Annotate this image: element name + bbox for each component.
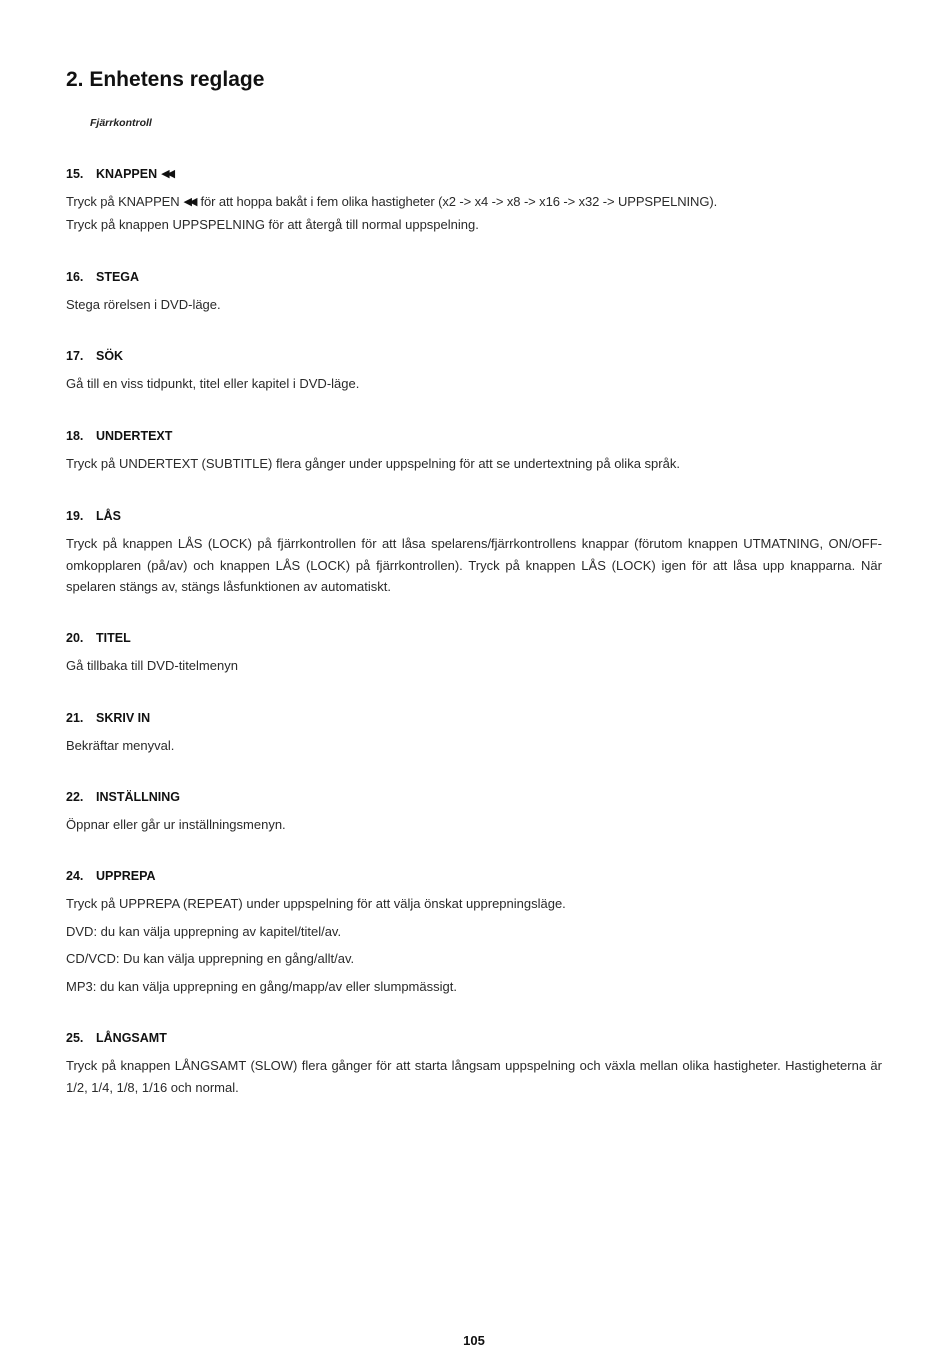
section-number: 19.: [66, 509, 84, 523]
page-number: 105: [463, 1333, 485, 1348]
subtitle: Fjärrkontroll: [90, 117, 152, 129]
section-number: 24.: [66, 869, 84, 883]
document-page: [66, 0, 882, 1369]
section-22-setup: [66, 789, 882, 836]
paragraph: Tryck på UPPREPA (REPEAT) under uppspelning för att välja önskat upprepningsläge.: [66, 896, 566, 911]
section-heading: [66, 789, 882, 805]
section-17-search: [66, 348, 882, 395]
chapter-title: 2. Enhetens reglage: [66, 68, 265, 91]
paragraph: Tryck på knappen LÅNGSAMT (SLOW) flera gånger för att starta långsam uppspelning och växla mellan olika hastigheter. Hastigheterna är 1/2, 1/4, 1/8, 1/16 och normal.: [66, 1058, 882, 1095]
paragraph: Gå tillbaka till DVD-titelmenyn: [66, 658, 238, 673]
section-heading: [66, 428, 882, 444]
section-20-title: [66, 630, 882, 677]
section-heading: [66, 269, 882, 285]
section-number: 15.: [66, 167, 84, 181]
section-18-subtitle: [66, 428, 882, 475]
rewind-icon: ◀◀: [183, 196, 195, 208]
section-heading: [66, 710, 882, 726]
section-15-rewind: [66, 166, 882, 235]
section-title: SKRIV IN: [96, 711, 151, 725]
section-number: 25.: [66, 1031, 84, 1045]
section-title: SÖK: [96, 349, 124, 363]
paragraph: Tryck på knappen LÅS (LOCK) på fjärrkontrollen för att låsa spelarens/fjärrkontrollens knappar (förutom knappen UTMATNING, ON/OFF-omkopplaren (på/av) och knappen LÅS (LOCK) på fjärrkontrollen). Tryck på knappen LÅS (LOCK) igen för att låsa upp knapparna. När spelaren stängs av, stängs låsfunktionen av automatiskt.: [66, 536, 882, 594]
paragraph: Öppnar eller går ur inställningsmenyn.: [66, 817, 286, 832]
section-number: 20.: [66, 631, 84, 645]
paragraph: Stega rörelsen i DVD-läge.: [66, 297, 221, 312]
section-heading: [66, 630, 882, 646]
section-title: UPPREPA: [96, 869, 156, 883]
paragraph: MP3: du kan välja upprepning en gång/mapp/av eller slumpmässigt.: [66, 978, 457, 994]
paragraph: Tryck på UNDERTEXT (SUBTITLE) flera gånger under uppspelning för att se undertextning på olika språk.: [66, 456, 680, 471]
section-21-enter: [66, 710, 882, 757]
section-title: LÅNGSAMT: [96, 1031, 167, 1045]
section-number: 18.: [66, 429, 84, 443]
section-title: LÅS: [96, 509, 121, 523]
section-24-repeat: [66, 868, 882, 997]
section-number: 21.: [66, 711, 84, 725]
section-title: INSTÄLLNING: [96, 790, 181, 804]
paragraph: [66, 191, 882, 214]
paragraph-prefix: Tryck på KNAPPEN: [66, 194, 180, 209]
paragraph: Bekräftar menyval.: [66, 738, 175, 753]
section-25-slow: [66, 1030, 882, 1098]
section-title: KNAPPEN: [96, 167, 158, 181]
section-title: STEGA: [96, 270, 140, 284]
section-title: UNDERTEXT: [96, 429, 173, 443]
paragraph: Gå till en viss tidpunkt, titel eller kapitel i DVD-läge.: [66, 376, 360, 391]
section-number: 16.: [66, 270, 84, 284]
section-heading: [66, 348, 882, 364]
section-number: 17.: [66, 349, 84, 363]
section-heading: [66, 1030, 882, 1046]
section-16-step: [66, 269, 882, 316]
paragraph: Tryck på knappen UPPSPELNING för att återgå till normal uppspelning.: [66, 216, 479, 232]
section-number: 22.: [66, 790, 84, 804]
paragraph-suffix: för att hoppa bakåt i fem olika hastigheter (x2 -> x4 -> x8 -> x16 -> x32 -> UPPSPELNING).: [200, 194, 718, 209]
rewind-icon: ◀◀: [161, 168, 173, 180]
section-heading: [66, 868, 882, 884]
paragraph: DVD: du kan välja upprepning av kapitel/titel/av.: [66, 923, 342, 939]
section-heading: [66, 166, 882, 182]
section-heading: [66, 508, 882, 524]
paragraph: CD/VCD: Du kan välja upprepning en gång/allt/av.: [66, 951, 355, 966]
section-19-lock: [66, 508, 882, 598]
section-title: TITEL: [96, 631, 131, 645]
